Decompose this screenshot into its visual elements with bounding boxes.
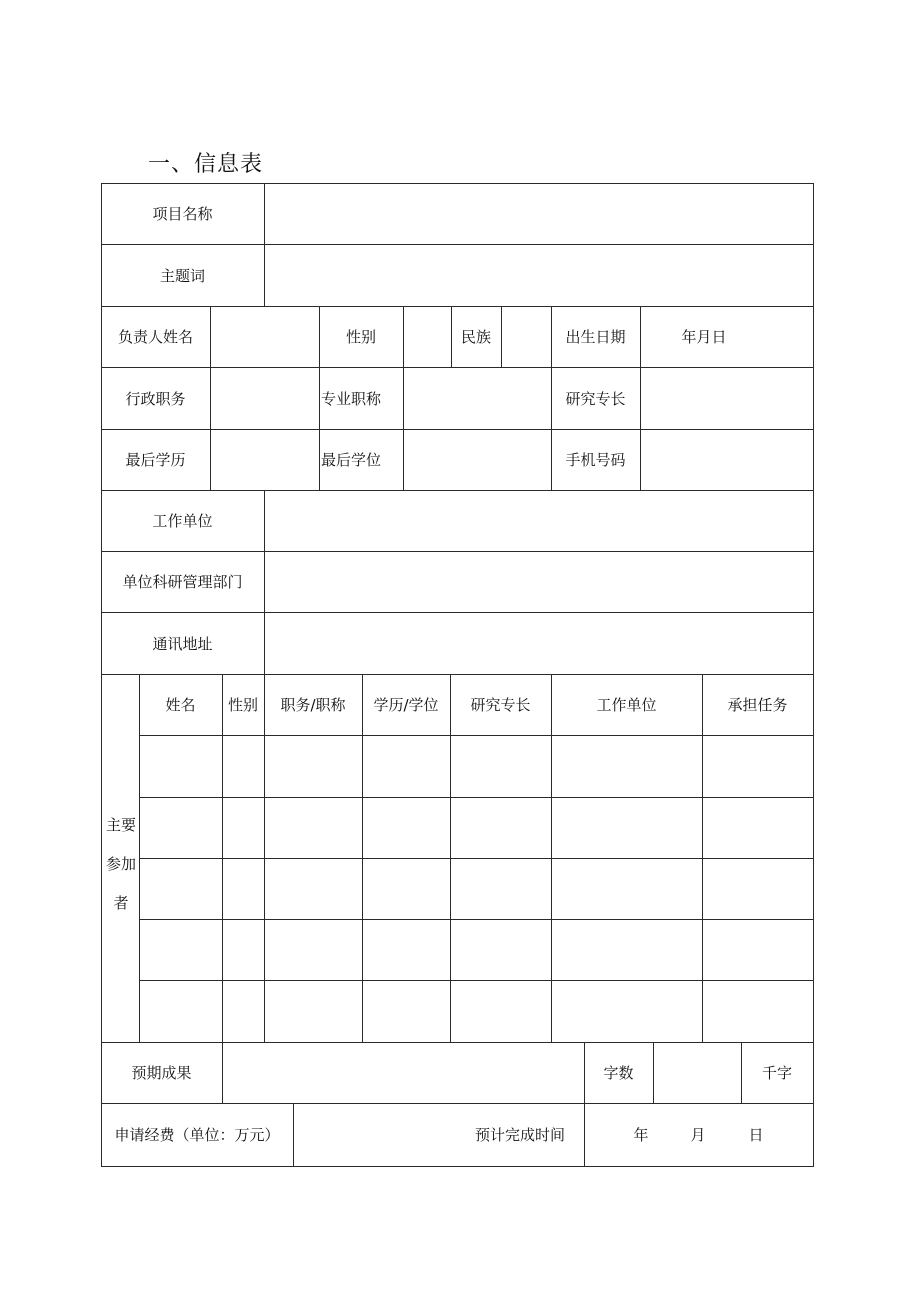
table-row[interactable] [140,981,813,1042]
professional-title-field[interactable] [404,368,551,429]
last-education-field[interactable] [211,430,319,490]
completion-year[interactable]: 年 [633,1126,649,1144]
keywords-field[interactable] [265,245,813,306]
expected-results-field[interactable] [223,1043,584,1103]
last-degree-label: 最后学位 [320,451,381,469]
col-divider [584,1103,585,1166]
column-header-name: 姓名 [165,696,196,714]
column-header-education: 学历/学位 [373,696,439,714]
participants-label-line: 者 [113,894,129,912]
address-field[interactable] [265,613,813,674]
research-specialty-label: 研究专长 [565,389,626,408]
column-header-task: 承担任务 [727,696,788,714]
gender-label: 性别 [345,328,376,346]
word-count-label: 字数 [603,1064,634,1082]
project-name-label: 项目名称 [152,205,213,223]
work-unit-label: 工作单位 [152,512,213,530]
professional-title-label: 专业职称 [320,389,381,408]
birth-date-label: 出生日期 [565,328,626,346]
table-row[interactable] [140,859,813,919]
page-title: 一、信息表 [148,152,264,177]
admin-position-label: 行政职务 [125,389,186,408]
table-border-bottom [101,1166,814,1167]
table-row[interactable] [140,798,813,858]
research-dept-label: 单位科研管理部门 [122,573,243,591]
research-dept-field[interactable] [265,552,813,612]
completion-day[interactable]: 日 [748,1126,764,1144]
table-row[interactable] [140,920,813,980]
participants-label-line: 参加 [105,855,136,873]
mobile-field[interactable] [641,430,813,490]
table-border-right [813,183,814,1166]
last-degree-field[interactable] [404,430,551,490]
column-header-gender: 性别 [227,696,258,714]
word-count-field[interactable] [654,1043,741,1103]
column-header-work-unit: 工作单位 [596,696,657,714]
column-header-specialty: 研究专长 [470,696,531,714]
completion-month[interactable]: 月 [690,1126,706,1144]
leader-name-field[interactable] [211,307,319,367]
funding-field[interactable] [294,1104,464,1166]
ethnicity-field[interactable] [502,307,551,367]
thousand-words-label: 千字 [761,1064,792,1082]
participants-label-line: 主要 [105,816,136,834]
birth-date-field[interactable]: 年月日 [681,328,727,346]
funding-label: 申请经费（单位：万元） [114,1126,280,1144]
admin-position-field[interactable] [211,368,319,429]
participants-side-label [101,806,141,923]
keywords-label: 主题词 [159,266,205,285]
last-education-label: 最后学历 [125,451,186,469]
project-name-field[interactable] [265,184,813,244]
leader-name-label: 负责人姓名 [117,328,193,346]
address-label: 通讯地址 [152,634,213,653]
ethnicity-label: 民族 [460,328,491,346]
work-unit-field[interactable] [265,491,813,551]
gender-field[interactable] [404,307,451,367]
research-specialty-field[interactable] [641,368,813,429]
expected-results-label: 预期成果 [131,1064,192,1082]
mobile-label: 手机号码 [565,451,626,469]
completion-time-label: 预计完成时间 [474,1126,565,1144]
table-row[interactable] [140,736,813,797]
column-header-position: 职务/职称 [280,696,346,714]
